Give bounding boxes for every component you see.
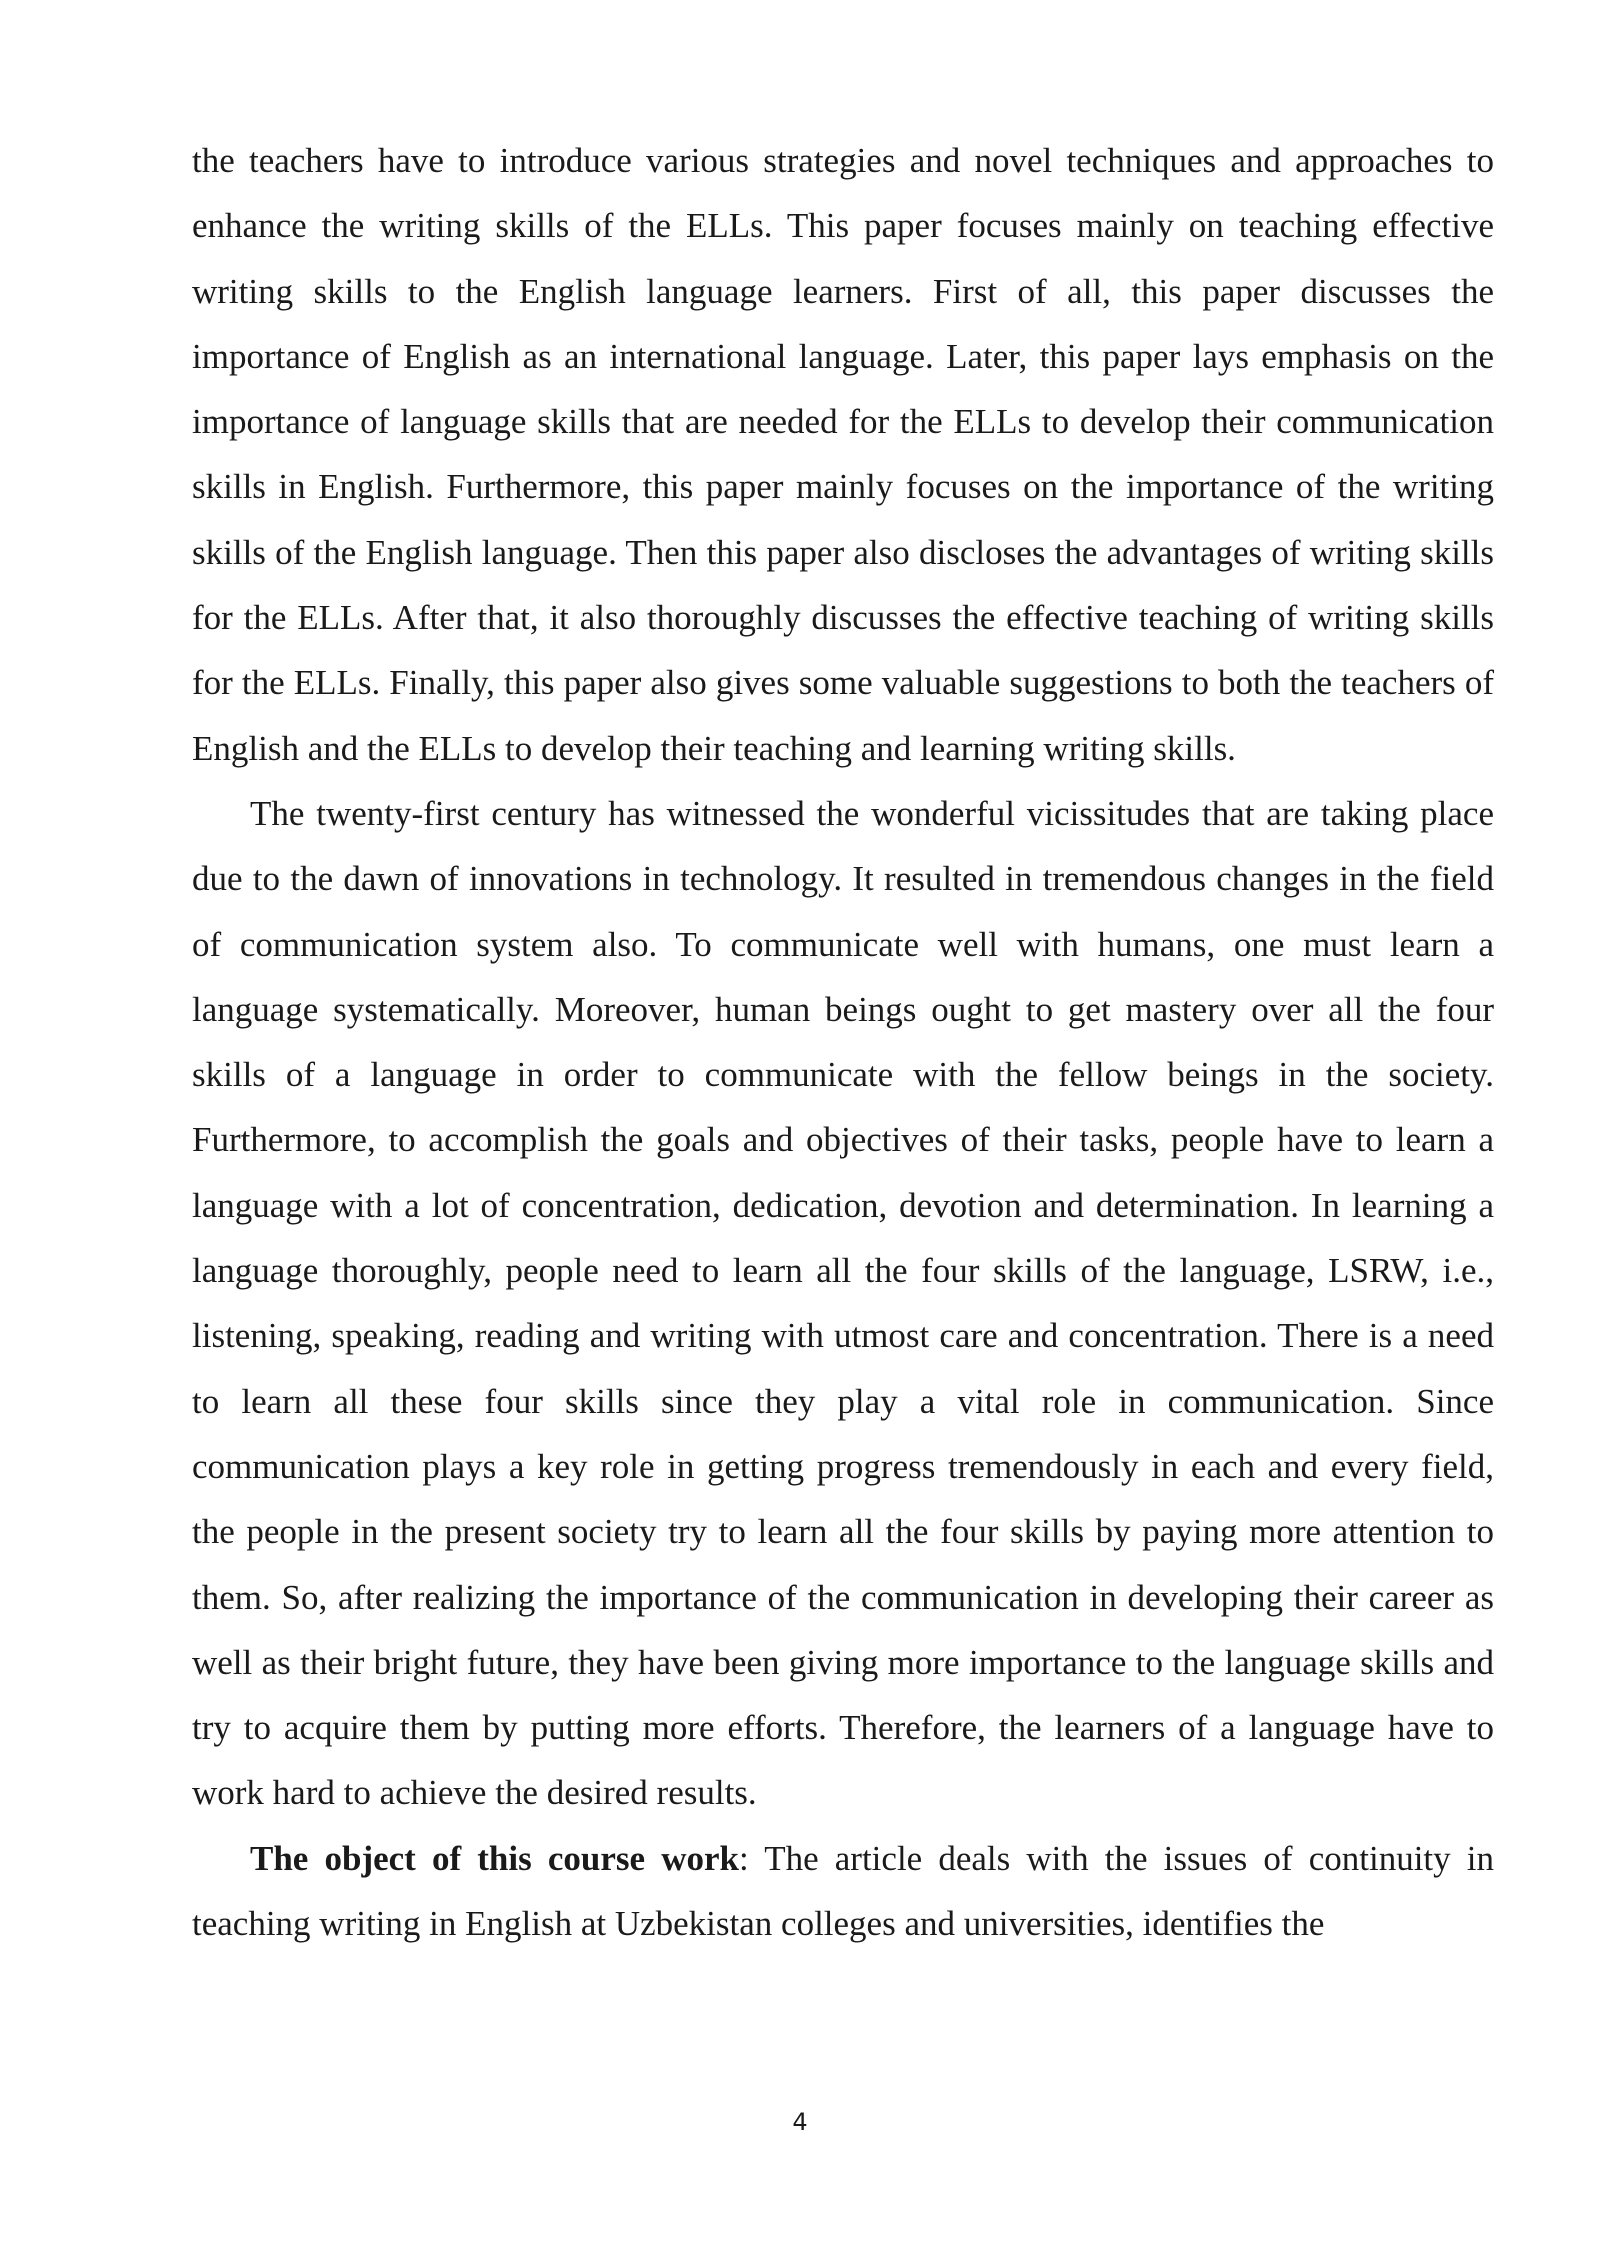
- body-text: [192, 128, 1494, 1956]
- course-work-object-heading: The object of this course work: [250, 1838, 739, 1878]
- paragraph-intro: the teachers have to introduce various strategies and novel techniques and approaches to enhance the writing skills of the ELLs. This paper focuses mainly on teaching effective writing skills to the English language learners. First of all, this paper discusses the importance of English as an international language. Later, this paper lays emphasis on the importance of language skills that are needed for the ELLs to develop their communication skills in English. Furthermore, this paper mainly focuses on the importance of the writing skills of the English language. Then this paper also discloses the advantages of writing skills for the ELLs. After that, it also thoroughly discusses the effective teaching of writing skills for the ELLs. Finally, this paper also gives some valuable suggestions to both the teachers of English and the ELLs to develop their teaching and learning writing skills.: [192, 141, 1494, 768]
- paragraph-twenty-first-century: The twenty-first century has witnessed the wonderful vicissitudes that are taking place due to the dawn of innovations in technology. It resulted in tremendous changes in the field of communication system also. To communicate well with humans, one must learn a language systematically. Moreover, human beings ought to get mastery over all the four skills of a language in order to communicate with the fellow beings in the society. Furthermore, to accomplish the goals and objectives of their tasks, people have to learn a language with a lot of concentration, dedication, devotion and determination. In learning a language thoroughly, people need to learn all the four skills of the language, LSRW, i.e., listening, speaking, reading and writing with utmost care and concentration. There is a need to learn all these four skills since they play a vital role in communication. Since communication plays a key role in getting progress tremendously in each and every field, the people in the present society try to learn all the four skills by paying more attention to them. So, after realizing the importance of the communication in developing their career as well as their bright future, they have been giving more importance to the language skills and try to acquire them by putting more efforts. Therefore, the learners of a language have to work hard to achieve the desired results.: [192, 793, 1494, 1813]
- paragraph-course-work-object: [192, 1826, 1494, 1957]
- course-work-object-text: : The article deals with the issues of continuity in teaching writing in English at Uzbekistan colleges and universities, identifies the: [192, 1838, 1495, 1944]
- page-number: 4: [792, 2108, 808, 2136]
